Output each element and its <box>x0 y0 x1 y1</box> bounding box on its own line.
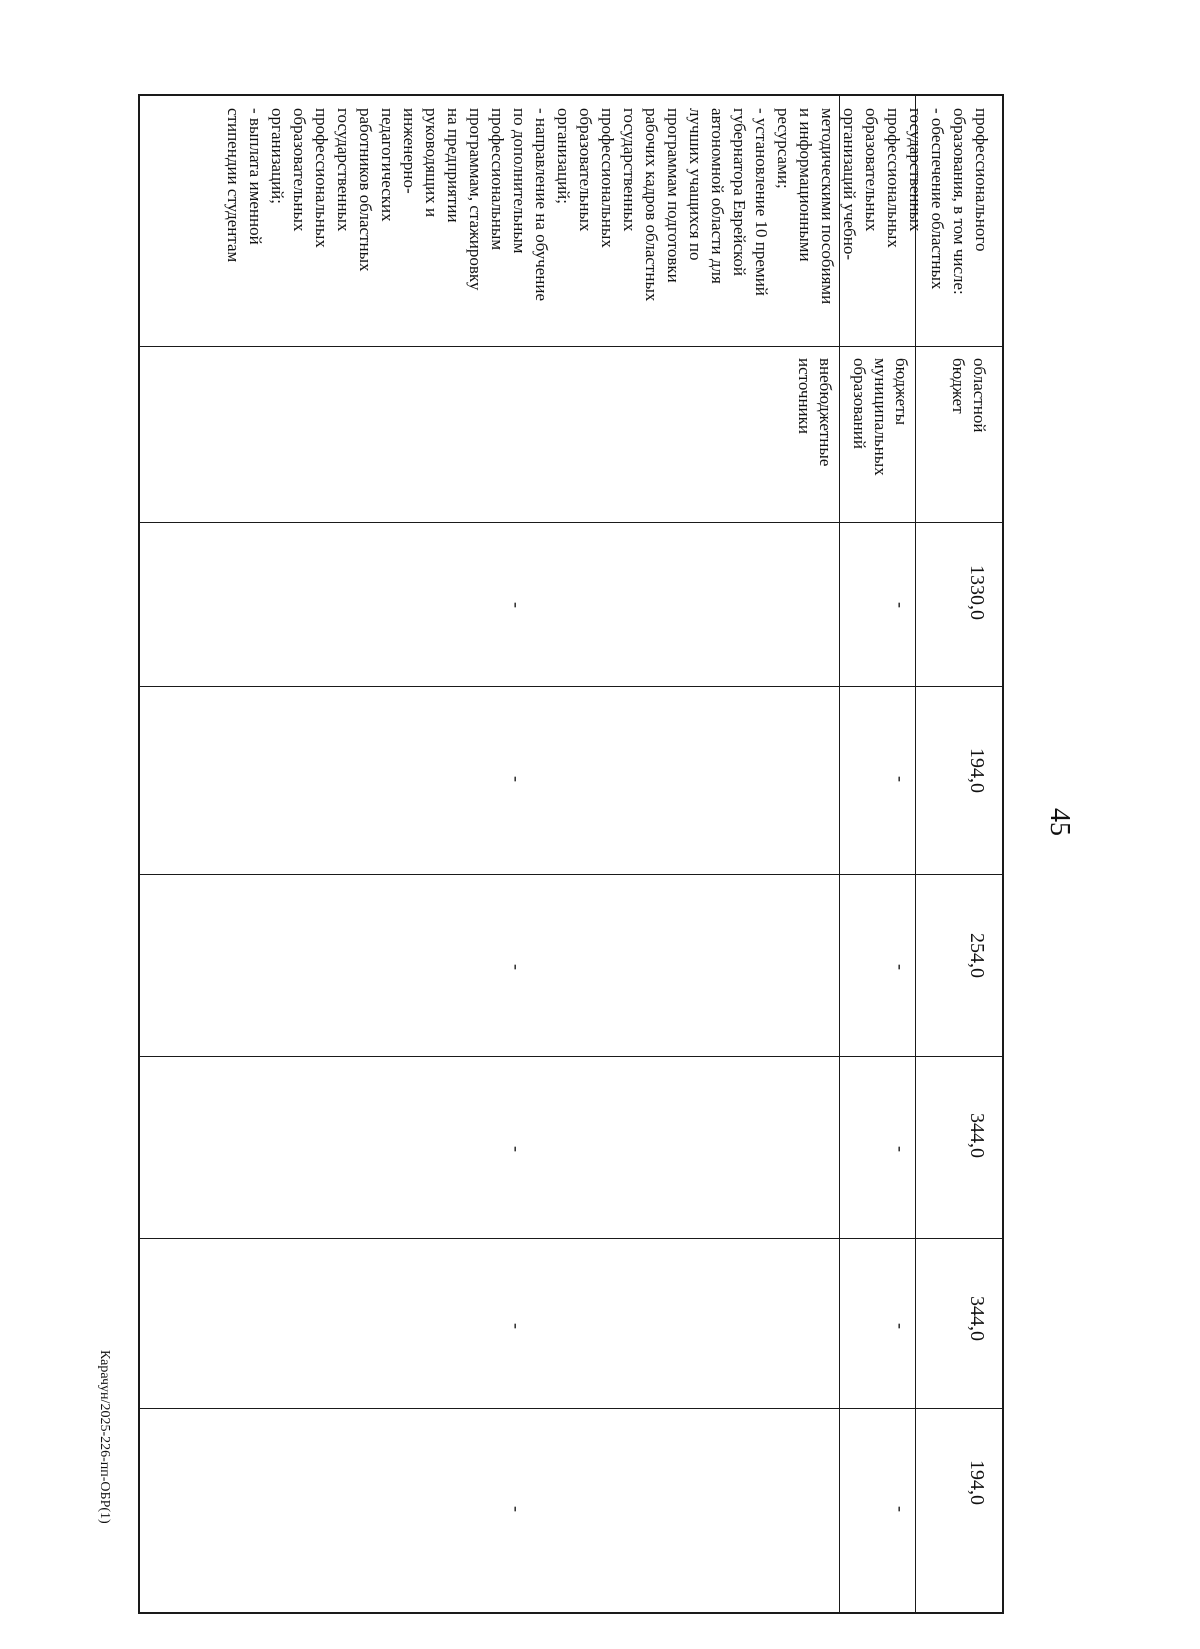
column-divider-1 <box>140 346 1002 347</box>
column-divider-2 <box>140 522 1002 523</box>
description-line: педагогических <box>378 108 397 222</box>
description-line: государственных <box>620 108 639 232</box>
column-divider-6 <box>140 1238 1002 1239</box>
source-regional-budget <box>948 358 990 432</box>
row-divider-municipal <box>839 96 840 1612</box>
column-divider-7 <box>140 1408 1002 1409</box>
source-municipal-budgets <box>849 358 912 476</box>
value-regional-total: 1330,0 <box>966 565 988 620</box>
value-extrabudgetary: - <box>507 964 527 970</box>
measure-description <box>222 108 992 304</box>
description-line: программам, стажировку <box>466 108 485 291</box>
description-line: автономной области для <box>708 108 727 284</box>
value-extrabudgetary: - <box>507 1323 527 1329</box>
value-municipal: - <box>891 964 911 970</box>
column-divider-4 <box>140 874 1002 875</box>
description-line: профессиональных <box>312 108 331 248</box>
value-extrabudgetary: - <box>507 1146 527 1152</box>
value-extrabudgetary: - <box>507 1506 527 1512</box>
description-line: - обеспечение областных <box>928 108 947 290</box>
description-line: государственных <box>334 108 353 232</box>
value-regional-year: 344,0 <box>966 1296 988 1341</box>
footer-document-code: Карачун/2025-226-пп-ОБР(1) <box>97 1350 112 1524</box>
description-line: профессионального <box>972 108 991 252</box>
description-line: инженерно- <box>400 108 419 194</box>
column-divider-3 <box>140 686 1002 687</box>
description-line: по дополнительным <box>510 108 529 254</box>
description-line: - направление на обучение <box>532 108 551 302</box>
description-line: программам подготовки <box>664 108 683 283</box>
description-line: работников областных <box>356 108 375 272</box>
value-regional-year: 194,0 <box>966 748 988 793</box>
value-municipal: - <box>891 1323 911 1329</box>
budget-table <box>138 94 1004 1614</box>
description-line: организаций учебно- <box>840 108 859 261</box>
description-line: государственных <box>906 108 925 232</box>
description-line: губернатора Еврейской <box>730 108 749 277</box>
source-line: образований <box>850 358 869 449</box>
column-divider-5 <box>140 1056 1002 1057</box>
value-municipal: - <box>891 1146 911 1152</box>
source-extrabudgetary <box>794 358 836 466</box>
value-extrabudgetary: - <box>507 602 527 608</box>
description-line: стипендии студентам <box>224 108 243 263</box>
description-line: образовательных <box>576 108 595 232</box>
description-line: организаций; <box>554 108 573 204</box>
source-line: муниципальных <box>871 358 890 476</box>
value-municipal: - <box>891 776 911 782</box>
description-line: рабочих кадров областных <box>642 108 661 302</box>
value-regional-year: 344,0 <box>966 1113 988 1158</box>
description-line: профессиональным <box>488 108 507 251</box>
description-line: образовательных <box>862 108 881 232</box>
value-municipal: - <box>891 1506 911 1512</box>
description-line: профессиональных <box>884 108 903 248</box>
source-line: внебюджетные <box>816 358 835 467</box>
value-regional-year: 254,0 <box>966 933 988 978</box>
source-line: источники <box>795 358 814 435</box>
source-line: областной <box>970 358 989 433</box>
page-number: 45 <box>1044 808 1075 836</box>
value-regional-year: 194,0 <box>966 1460 988 1505</box>
description-line: образования, в том числе: <box>950 108 969 295</box>
description-line: руководящих и <box>422 108 441 218</box>
source-line: бюджеты <box>892 358 911 426</box>
description-line: - выплата именной <box>246 108 265 245</box>
description-line: лучших учащихся по <box>686 108 705 261</box>
description-line: методическими пособиями <box>818 108 837 305</box>
value-municipal: - <box>891 602 911 608</box>
description-line: на предприятии <box>444 108 463 223</box>
source-line: бюджет <box>949 358 968 414</box>
description-line: - установление 10 премий <box>752 108 771 296</box>
description-line: организаций; <box>268 108 287 204</box>
description-line: ресурсами; <box>774 108 793 189</box>
value-extrabudgetary: - <box>507 776 527 782</box>
description-line: профессиональных <box>598 108 617 248</box>
description-line: образовательных <box>290 108 309 232</box>
description-line: и информационными <box>796 108 815 262</box>
row-divider-regional <box>915 96 916 1612</box>
